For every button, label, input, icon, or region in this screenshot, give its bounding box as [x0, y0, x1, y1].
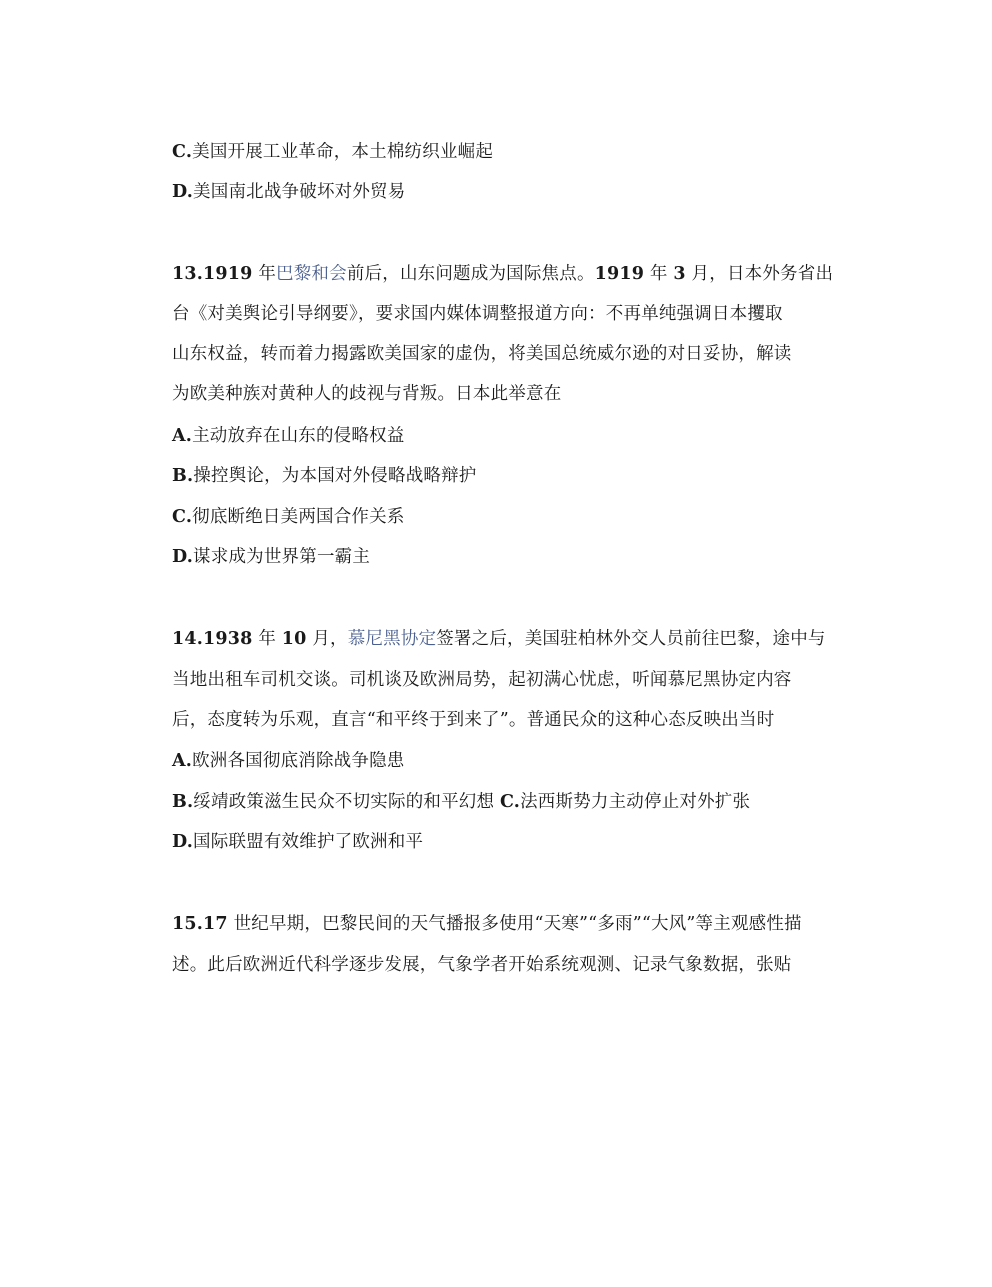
link-munich-agreement[interactable]: 慕尼黑协定 [347, 629, 437, 649]
option-letter: D. [172, 182, 194, 202]
question-number: 13.1919 [172, 264, 253, 284]
option-text: 美国开展工业革命，本土棉纺织业崛起 [192, 142, 494, 162]
q13-stem-line-4: 为欧美种族对黄种人的歧视与背叛。日本此举意在 [172, 384, 562, 404]
q14-option-d [172, 830, 822, 854]
option-text: 法西斯势力主动停止对外扩张 [520, 792, 751, 812]
stem-text: 月， [306, 629, 348, 649]
option-text: 欧洲各国彻底消除战争隐患 [192, 751, 405, 771]
option-text: 谋求成为世界第一霸主 [193, 547, 371, 567]
stem-text: 月，日本外务省出 [685, 264, 834, 284]
option-text: 操控舆论，为本国对外侵略战略辩护 [193, 466, 477, 486]
stem-text: 年 [252, 264, 277, 284]
option-letter: A. [172, 751, 193, 771]
q14-option-a [172, 749, 822, 773]
year-number: 1919 [594, 264, 645, 284]
q13-option-c [172, 505, 822, 529]
question-number: 15.17 [172, 914, 228, 934]
q13-option-a [172, 424, 822, 448]
stem-text: 年 [252, 629, 282, 649]
option-letter: B. [172, 792, 194, 812]
option-letter: D. [172, 832, 194, 852]
link-paris-peace-conference[interactable]: 巴黎和会 [276, 264, 347, 284]
option-letter: B. [172, 466, 194, 486]
q13-stem-line-2: 台《对美舆论引导纲要》，要求国内媒体调整报道方向：不再单纯强调日本攫取 [172, 304, 783, 324]
q14-option-b-c [172, 790, 822, 814]
question-number: 14.1938 [172, 629, 253, 649]
option-letter: C. [172, 142, 193, 162]
stem-text: 前后，山东问题成为国际焦点。 [346, 264, 595, 284]
q14-stem-line-3: 后，态度转为乐观，直言“和平终于到来了”。普通民众的这种心态反映出当时 [172, 710, 775, 730]
stem-text: 世纪早期，巴黎民间的天气播报多使用“天寒”“多雨”“大风”等主观感性描 [227, 914, 802, 934]
stem-text: 签署之后，美国驻柏林外交人员前往巴黎，途中与 [436, 629, 826, 649]
q14-stem-line-1 [172, 627, 826, 651]
option-letter: C. [172, 507, 193, 527]
q15-stem-line-2: 述。此后欧洲近代科学逐步发展，气象学者开始系统观测、记录气象数据，张贴 [172, 955, 792, 975]
option-text: 彻底断绝日美两国合作关系 [192, 507, 405, 527]
option-letter: C. [499, 792, 521, 812]
month-number: 10 [281, 629, 307, 649]
q14-stem-line-2: 当地出租车司机交谈。司机谈及欧洲局势，起初满心忧虑，听闻慕尼黑协定内容 [172, 670, 792, 690]
q12-option-d [172, 180, 822, 204]
option-text: 绥靖政策滋生民众不切实际的和平幻想 [193, 792, 500, 812]
stem-text: 年 [644, 264, 674, 284]
month-number: 3 [673, 264, 686, 284]
q13-stem-line-1 [172, 262, 834, 286]
option-text: 国际联盟有效维护了欧洲和平 [193, 832, 424, 852]
q12-option-c [172, 140, 822, 164]
q13-option-d [172, 545, 822, 569]
option-letter: D. [172, 547, 194, 567]
option-text: 主动放弃在山东的侵略权益 [192, 426, 405, 446]
option-letter: A. [172, 426, 193, 446]
q13-stem-line-3: 山东权益，转而着力揭露欧美国家的虚伪，将美国总统威尔逊的对日妥协，解读 [172, 344, 792, 364]
q13-option-b [172, 464, 822, 488]
option-text: 美国南北战争破坏对外贸易 [193, 182, 406, 202]
q15-stem-line-1 [172, 912, 822, 936]
